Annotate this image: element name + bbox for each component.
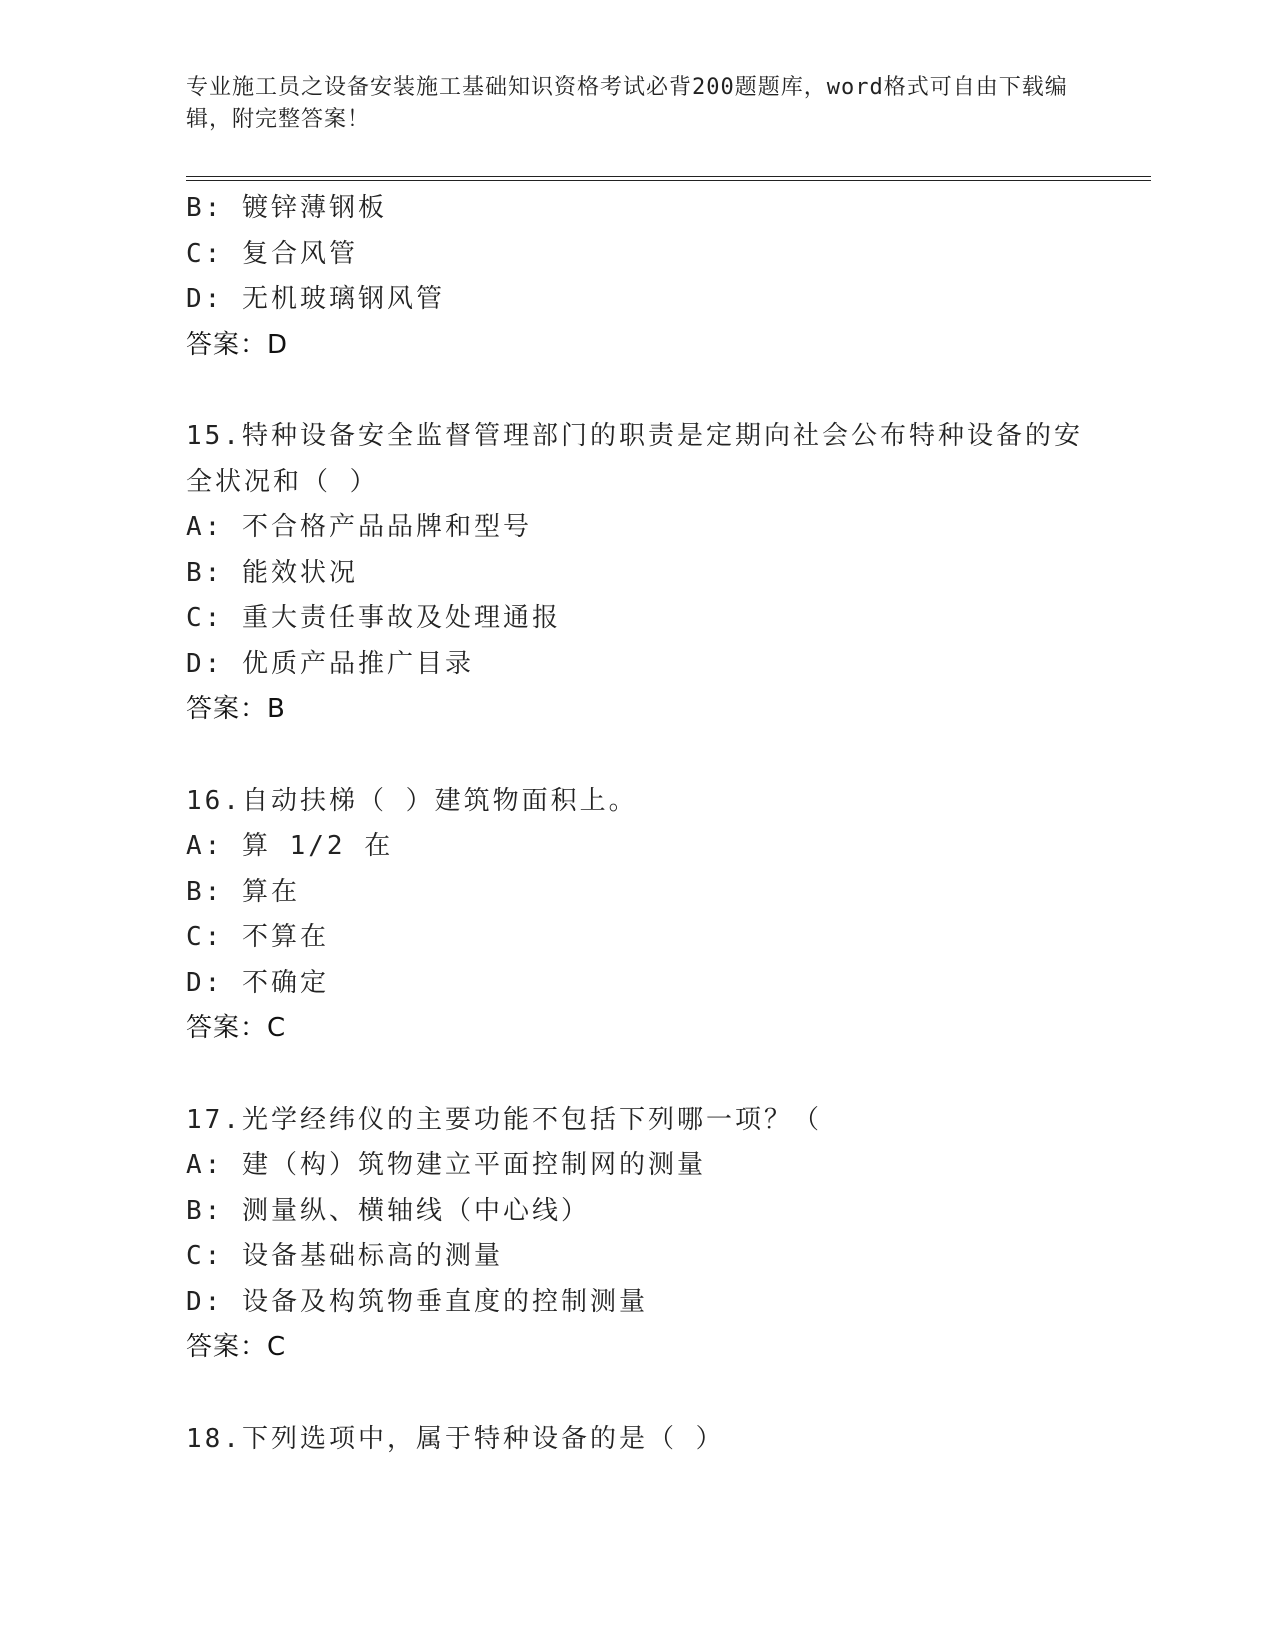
question-stem: 16.自动扶梯（ ）建筑物面积上。 [186, 785, 638, 816]
question-stem: 15.特种设备安全监督管理部门的职责是定期向社会公布特种设备的安 [186, 421, 1083, 451]
option-c: C: 设备基础标高的测量 [186, 1241, 503, 1271]
option-c: C: 复合风管 [186, 238, 358, 269]
answer-line: 答案：C [186, 1332, 287, 1362]
question-block-prev [186, 186, 1086, 368]
document-header: 专业施工员之设备安装施工基础知识资格考试必背200题题库，word格式可自由下载编辑，附完整答案！ [186, 75, 1068, 132]
option-c: C: 重大责任事故及处理通报 [186, 603, 561, 633]
spacer [186, 733, 1086, 779]
answer-line: 答案：B [186, 694, 286, 724]
option-b: B: 能效状况 [186, 557, 358, 588]
option-b: B: 算在 [186, 876, 300, 907]
option-b: B: 测量纵、横轴线（中心线） [186, 1195, 590, 1226]
question-block-16 [186, 779, 1086, 1052]
question-block-18 [186, 1417, 1086, 1463]
option-d: D: 不确定 [186, 967, 329, 998]
answer-line: 答案：C [186, 1013, 287, 1043]
header-rule-bottom [186, 180, 1151, 181]
option-b: B: 镀锌薄钢板 [186, 193, 387, 223]
answer-line: 答案：D [186, 329, 289, 360]
spacer [186, 368, 1086, 414]
option-d: D: 优质产品推广目录 [186, 648, 474, 679]
spacer [186, 1371, 1086, 1417]
question-stem: 18.下列选项中，属于特种设备的是（ ） [186, 1423, 725, 1454]
option-a: A: 建（构）筑物建立平面控制网的测量 [186, 1150, 706, 1180]
option-d: D: 设备及构筑物垂直度的控制测量 [186, 1286, 648, 1317]
question-block-17 [186, 1098, 1086, 1371]
question-list [186, 186, 1086, 1462]
option-a: A: 算 1/2 在 [186, 831, 394, 861]
spacer [186, 1052, 1086, 1098]
option-d: D: 无机玻璃钢风管 [186, 284, 445, 314]
header-rule-top [186, 176, 1151, 177]
option-c: C: 不算在 [186, 922, 329, 952]
option-a: A: 不合格产品品牌和型号 [186, 512, 532, 542]
question-stem: 17.光学经纬仪的主要功能不包括下列哪一项？（ [186, 1104, 822, 1135]
question-stem-continued: 全状况和（ ） [186, 466, 379, 497]
question-block-15 [186, 414, 1086, 733]
